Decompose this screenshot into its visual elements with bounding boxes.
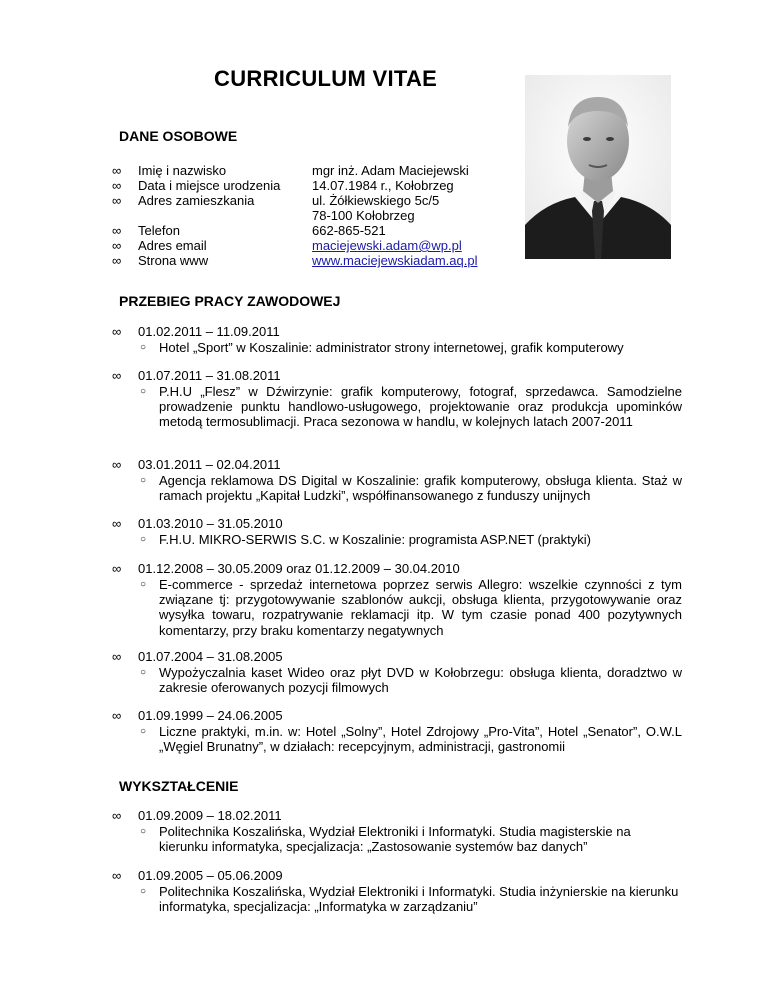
work-description: E-commerce - sprzedaż internetowa poprzez serwis Allegro: wszelkie czynności z tym związane tj: przygotowywanie szablonów aukcji, obsługa klienta, przygotowywanie oraz wysyłka towaru, rozpatrywanie reklamacji itp. W tym czasie ponad 400 pozytywnych komentarzy, przy braku komentarzy negatywnych bbox=[159, 577, 682, 638]
work-date: 01.03.2010 – 31.05.2010 bbox=[138, 516, 283, 531]
infinity-bullet-icon: ∞ bbox=[112, 457, 122, 472]
infinity-bullet-icon: ∞ bbox=[112, 193, 122, 208]
infinity-bullet-icon: ∞ bbox=[112, 516, 122, 531]
work-date: 01.02.2011 – 11.09.2011 bbox=[138, 324, 280, 339]
circle-bullet-icon: ○ bbox=[140, 386, 147, 397]
work-description: Hotel „Sport” w Koszalinie: administrator strony internetowej, grafik komputerowy bbox=[159, 340, 624, 355]
phone-label: Telefon bbox=[138, 223, 180, 238]
work-description: Liczne praktyki, m.in. w: Hotel „Solny”, Hotel Zdrojowy „Pro-Vita”, Hotel „Senator”, O.W.L „Węgiel Brunatny”, w działach: recepcyjnym, administracji, gastronomii bbox=[159, 724, 682, 755]
www-label: Strona www bbox=[138, 253, 209, 268]
birth-value: 14.07.1984 r., Kołobrzeg bbox=[312, 178, 454, 193]
section-work-heading: PRZEBIEG PRACY ZAWODOWEJ bbox=[119, 293, 341, 309]
email-label: Adres email bbox=[138, 238, 207, 253]
education-entry bbox=[112, 868, 682, 914]
education-description: Politechnika Koszalińska, Wydział Elektroniki i Informatyki. Studia inżynierskie na kierunku informatyka, specjalizacja: „Informatyka w zarządzaniu” bbox=[159, 884, 679, 915]
section-personal-heading: DANE OSOBOWE bbox=[119, 128, 238, 144]
infinity-bullet-icon: ∞ bbox=[112, 163, 122, 178]
work-entry bbox=[112, 708, 682, 754]
work-date: 03.01.2011 – 02.04.2011 bbox=[138, 457, 281, 472]
infinity-bullet-icon: ∞ bbox=[112, 808, 122, 823]
infinity-bullet-icon: ∞ bbox=[112, 238, 122, 253]
work-entry bbox=[112, 324, 682, 355]
website-link[interactable]: www.maciejewskiadam.aq.pl bbox=[312, 253, 478, 268]
profile-photo bbox=[525, 75, 671, 259]
work-description: F.H.U. MIKRO-SERWIS S.C. w Koszalinie: programista ASP.NET (praktyki) bbox=[159, 532, 592, 547]
work-entry bbox=[112, 457, 682, 503]
infinity-bullet-icon: ∞ bbox=[112, 868, 122, 883]
education-date: 01.09.2005 – 05.06.2009 bbox=[138, 868, 283, 883]
work-entry bbox=[112, 516, 682, 547]
circle-bullet-icon: ○ bbox=[140, 342, 147, 353]
education-description: Politechnika Koszalińska, Wydział Elektroniki i Informatyki. Studia magisterskie na kierunku informatyka, specjalizacja: „Zastosowanie systemów baz danych” bbox=[159, 824, 631, 855]
infinity-bullet-icon: ∞ bbox=[112, 561, 122, 576]
work-date: 01.12.2008 – 30.05.2009 oraz 01.12.2009 – 30.04.2010 bbox=[138, 561, 460, 576]
address-label: Adres zamieszkania bbox=[138, 193, 255, 208]
infinity-bullet-icon: ∞ bbox=[112, 223, 122, 238]
work-description: P.H.U „Flesz” w Dźwirzynie: grafik komputerowy, fotograf, sprzedawca. Samodzielne prowadzenie punktu handlowo-usługowego, projektowanie oraz produkcja upominków metodą termosublimacji. Praca sezonowa w handlu, w kolejnych latach 2007-2011 bbox=[159, 384, 682, 430]
email-link[interactable]: maciejewski.adam@wp.pl bbox=[312, 238, 462, 253]
circle-bullet-icon: ○ bbox=[140, 475, 147, 486]
circle-bullet-icon: ○ bbox=[140, 534, 147, 545]
name-value: mgr inż. Adam Maciejewski bbox=[312, 163, 469, 178]
circle-bullet-icon: ○ bbox=[140, 826, 147, 837]
infinity-bullet-icon: ∞ bbox=[112, 708, 122, 723]
infinity-bullet-icon: ∞ bbox=[112, 649, 122, 664]
address-line2: 78-100 Kołobrzeg bbox=[312, 208, 415, 223]
infinity-bullet-icon: ∞ bbox=[112, 253, 122, 268]
work-description: Wypożyczalnia kaset Wideo oraz płyt DVD w Kołobrzegu: obsługa klienta, doradztwo w zakresie oferowanych pozycji filmowych bbox=[159, 665, 682, 696]
birth-label: Data i miejsce urodzenia bbox=[138, 178, 281, 193]
infinity-bullet-icon: ∞ bbox=[112, 178, 122, 193]
phone-value: 662-865-521 bbox=[312, 223, 386, 238]
work-date: 01.07.2004 – 31.08.2005 bbox=[138, 649, 283, 664]
work-date: 01.09.1999 – 24.06.2005 bbox=[138, 708, 283, 723]
circle-bullet-icon: ○ bbox=[140, 886, 147, 897]
work-entry bbox=[112, 561, 682, 638]
page-title: CURRICULUM VITAE bbox=[214, 66, 438, 91]
education-entry bbox=[112, 808, 682, 854]
address-line1: ul. Żółkiewskiego 5c/5 bbox=[312, 193, 440, 208]
section-education-heading: WYKSZTAŁCENIE bbox=[119, 778, 239, 794]
work-description: Agencja reklamowa DS Digital w Koszalinie: grafik komputerowy, obsługa klienta. Staż w ramach projektu „Kapitał Ludzki”, współfinansowanego z funduszy unijnych bbox=[159, 473, 682, 504]
education-date: 01.09.2009 – 18.02.2011 bbox=[138, 808, 282, 823]
circle-bullet-icon: ○ bbox=[140, 579, 147, 590]
infinity-bullet-icon: ∞ bbox=[112, 324, 122, 339]
profile-photo-image bbox=[525, 75, 671, 259]
work-entry bbox=[112, 368, 682, 430]
work-entry bbox=[112, 649, 682, 695]
work-date: 01.07.2011 – 31.08.2011 bbox=[138, 368, 281, 383]
infinity-bullet-icon: ∞ bbox=[112, 368, 122, 383]
circle-bullet-icon: ○ bbox=[140, 726, 147, 737]
circle-bullet-icon: ○ bbox=[140, 667, 147, 678]
name-label: Imię i nazwisko bbox=[138, 163, 227, 178]
